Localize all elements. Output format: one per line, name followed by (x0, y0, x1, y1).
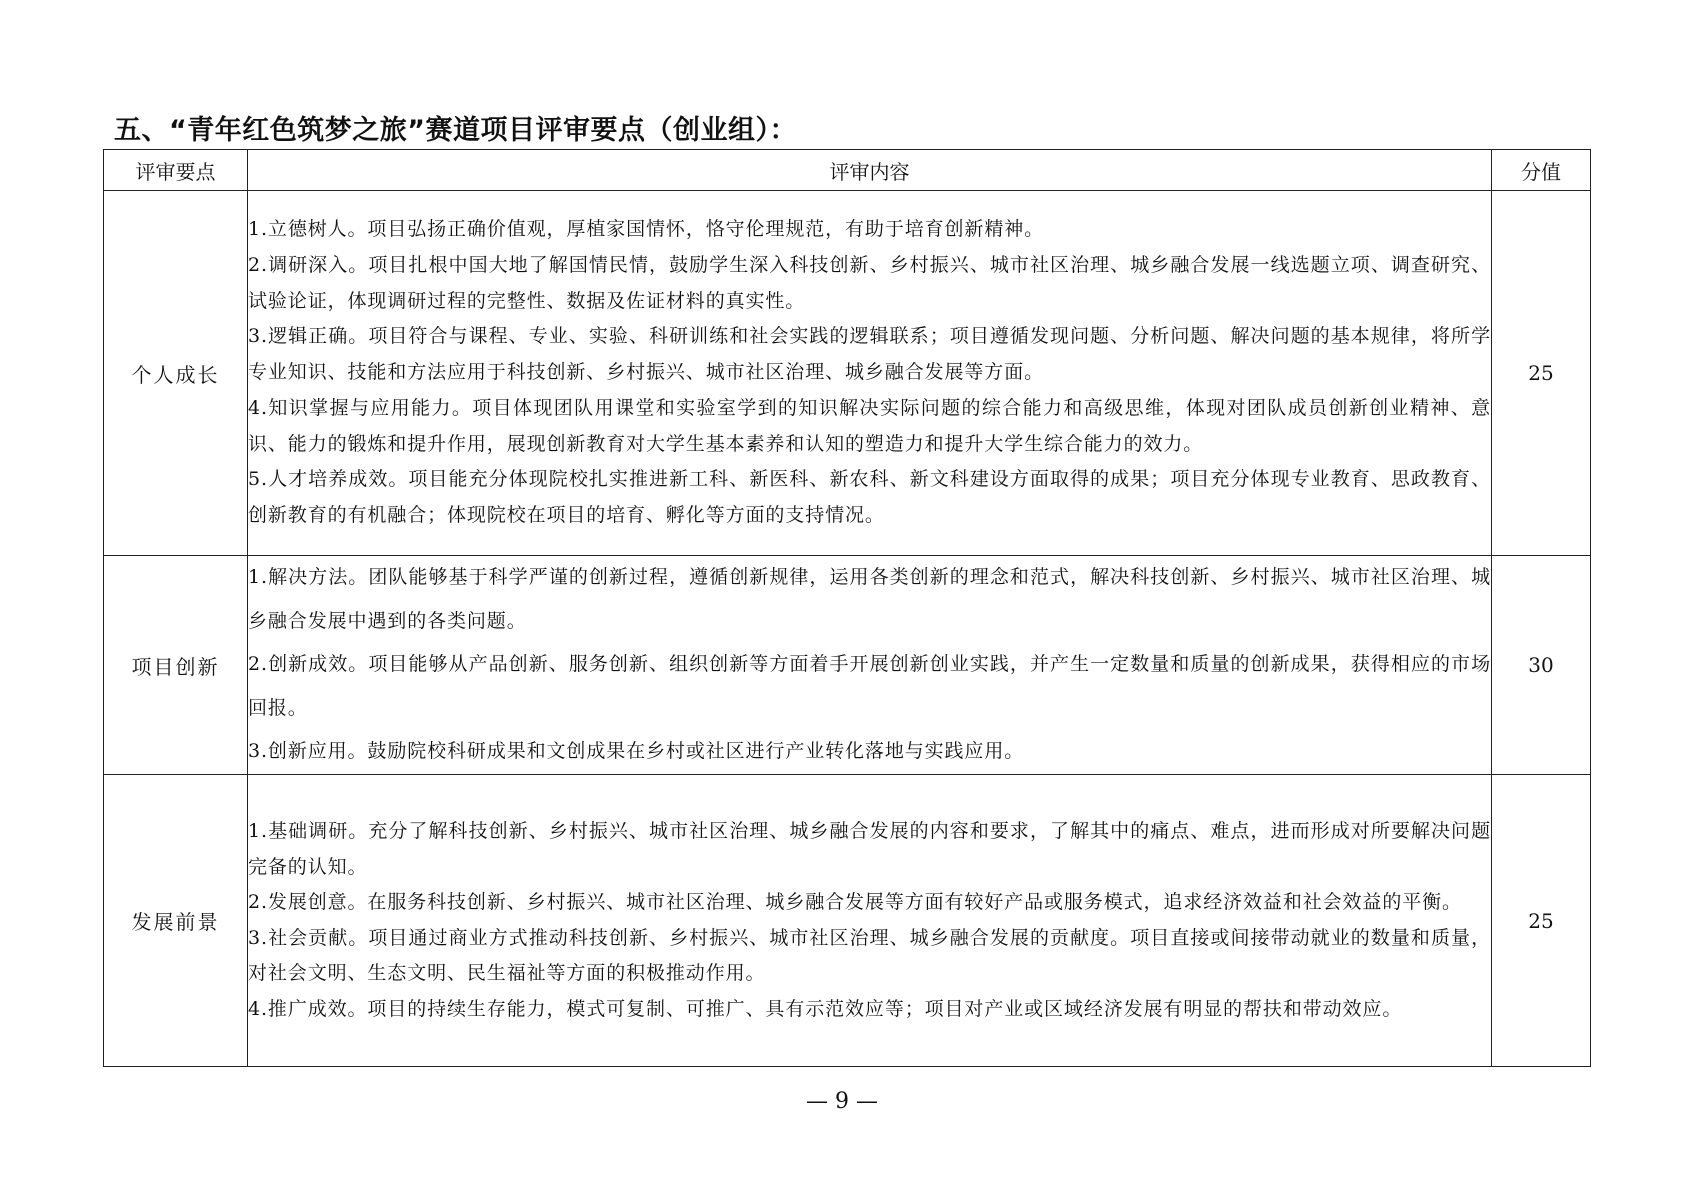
header-criterion: 评审要点 (104, 150, 248, 191)
content-item: 1.立德树人。项目弘扬正确价值观，厚植家国情怀，恪守伦理规范，有助于培育创新精神。 (248, 217, 1045, 240)
score-cell: 25 (1492, 775, 1591, 1067)
content-item: 3.社会贡献。项目通过商业方式推动科技创新、乡村振兴、城市社区治理、城乡融合发展的贡献度。项目直接或间接带动就业的数量和质量，对社会文明、生态文明、民生福祉等方面的积极推动作用。 (248, 926, 1491, 984)
content-item: 3.创新应用。鼓励院校科研成果和文创成果在乡村或社区进行产业转化落地与实践应用。 (248, 740, 1025, 763)
content-item: 4.推广成效。项目的持续生存能力，模式可复制、可推广、具有示范效应等；项目对产业或区域经济发展有明显的帮扶和带动效应。 (248, 997, 1403, 1020)
review-criteria-table (103, 149, 1591, 1067)
content-item: 1.解决方法。团队能够基于科学严谨的创新过程，遵循创新规律，运用各类创新的理念和范式，解决科技创新、乡村振兴、城市社区治理、城乡融合发展中遇到的各类问题。 (248, 566, 1491, 632)
table-row (104, 556, 1591, 775)
content-item: 2.发展创意。在服务科技创新、乡村振兴、城市社区治理、城乡融合发展等方面有较好产品或服务模式，追求经济效益和社会效益的平衡。 (248, 891, 1462, 913)
criterion-cell: 项目创新 (104, 556, 248, 775)
content-item: 2.创新成效。项目能够从产品创新、服务创新、组织创新等方面着手开展创新创业实践，并产生一定数量和质量的创新成果，获得相应的市场回报。 (248, 653, 1491, 719)
content-item: 4.知识掌握与应用能力。项目体现团队用课堂和实验室学到的知识解决实际问题的综合能力和高级思维，体现对团队成员创新创业精神、意识、能力的锻炼和提升作用，展现创新教育对大学生基本素养和认知的塑造力和提升大学生综合能力的效力。 (248, 396, 1491, 455)
content-cell (248, 191, 1492, 556)
content-cell (248, 775, 1492, 1067)
page-title: 五、“青年红色筑梦之旅”赛道项目评审要点（创业组）： (114, 115, 797, 146)
header-score: 分值 (1492, 150, 1591, 191)
table-header-row (104, 150, 1591, 191)
content-item: 2.调研深入。项目扎根中国大地了解国情民情，鼓励学生深入科技创新、乡村振兴、城市社区治理、城乡融合发展一线选题立项、调查研究、试验论证，体现调研过程的完整性、数据及佐证材料的真实性。 (248, 253, 1491, 312)
content-item: 3.逻辑正确。项目符合与课程、专业、实验、科研训练和社会实践的逻辑联系；项目遵循发现问题、分析问题、解决问题的基本规律，将所学专业知识、技能和方法应用于科技创新、乡村振兴、城市社区治理、城乡融合发展等方面。 (248, 325, 1491, 384)
content-item: 5.人才培养成效。项目能充分体现院校扎实推进新工科、新医科、新农科、新文科建设方面取得的成果；项目充分体现专业教育、思政教育、创新教育的有机融合；体现院校在项目的培育、孵化等方面的支持情况。 (248, 468, 1491, 527)
score-cell: 25 (1492, 191, 1591, 556)
criterion-cell: 个人成长 (104, 191, 248, 556)
page-number: — 9 — (806, 1089, 878, 1114)
score-cell: 30 (1492, 556, 1591, 775)
content-cell (248, 556, 1492, 775)
table-row (104, 191, 1591, 556)
criterion-cell: 发展前景 (104, 775, 248, 1067)
content-item: 1.基础调研。充分了解科技创新、乡村振兴、城市社区治理、城乡融合发展的内容和要求，了解其中的痛点、难点，进而形成对所要解决问题完备的认知。 (248, 820, 1491, 878)
table-row (104, 775, 1591, 1067)
header-content: 评审内容 (248, 150, 1492, 191)
